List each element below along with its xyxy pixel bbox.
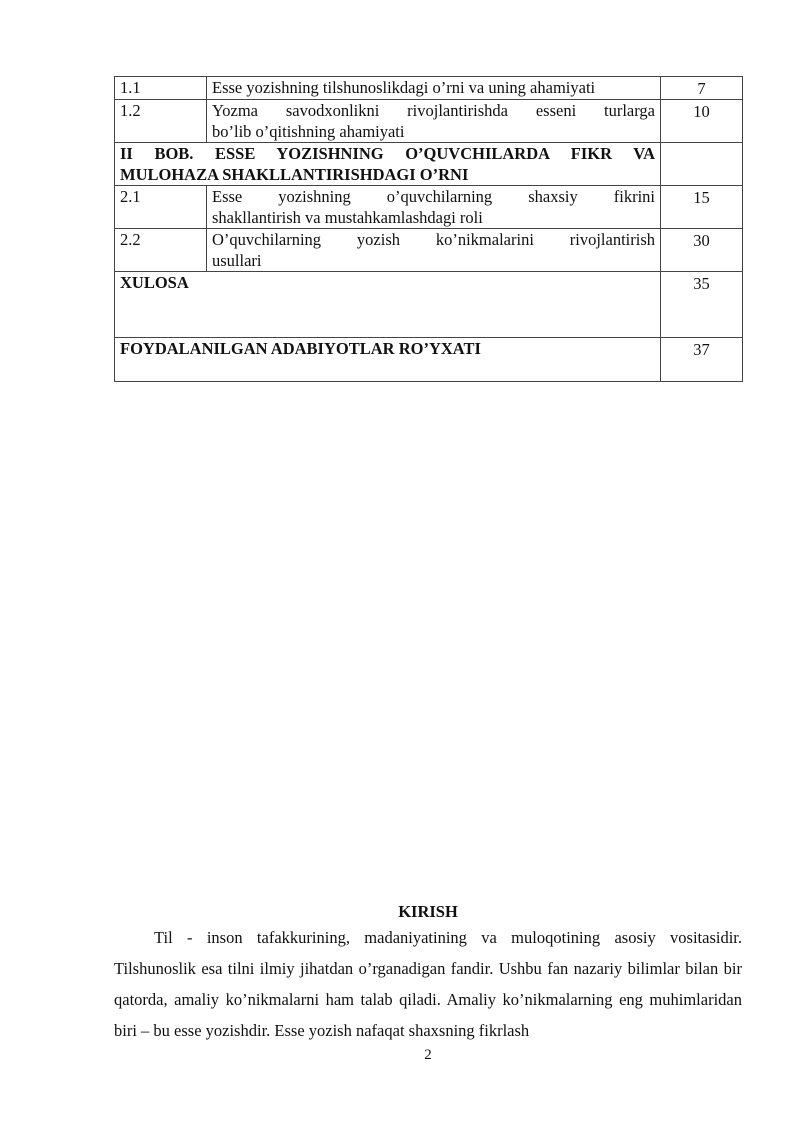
toc-title-line: shakllantirish va mustahkamlashdagi roli xyxy=(212,208,483,227)
toc-page-number: 35 xyxy=(661,272,743,338)
toc-chapter-line: MULOHAZA SHAKLLANTIRISHDAGI O’RNI xyxy=(120,165,469,184)
toc-references-row xyxy=(115,338,743,382)
toc-page-number xyxy=(661,143,743,186)
toc-page-number: 37 xyxy=(661,338,743,382)
toc-references-title: FOYDALANILGAN ADABIYOTLAR RO’YXATI xyxy=(115,338,661,382)
body-paragraph: Til - inson tafakkurining, madaniyatining va muloqotining asosiy vositasidir. Tilshunoslik esa tilni ilmiy jihatdan o’rganadigan fandir. Ushbu fan nazariy bilimlar bilan bir qatorda, amaliy ko’nikmalarni ham talab qiladi. Amaliy ko’nikmalarning eng muhimlaridan biri – bu esse yozishdir. Esse yozish nafaqat shaxsning fikrlash xyxy=(114,928,742,1040)
toc-section-title xyxy=(207,229,661,272)
toc-page-number: 7 xyxy=(661,77,743,100)
toc-conclusion-row xyxy=(115,272,743,338)
toc-conclusion-title: XULOSA xyxy=(115,272,661,338)
toc-section-number: 2.1 xyxy=(115,186,207,229)
toc-chapter-row xyxy=(115,143,743,186)
toc-section-title xyxy=(207,186,661,229)
toc-section-title: Esse yozishning tilshunoslikdagi o’rni va uning ahamiyati xyxy=(207,77,661,100)
section-body xyxy=(114,922,742,1046)
toc-chapter-line: II BOB. ESSE YOZISHNING O’QUVCHILARDA FIKR VA xyxy=(120,144,655,163)
toc-title-line: O’quvchilarning yozish ko’nikmalarini rivojlantirish xyxy=(212,230,655,249)
table-of-contents xyxy=(114,76,743,382)
toc-row xyxy=(115,77,743,100)
toc-page-number: 15 xyxy=(661,186,743,229)
toc-section-title xyxy=(207,100,661,143)
toc-row xyxy=(115,100,743,143)
toc-page-number: 10 xyxy=(661,100,743,143)
toc-row xyxy=(115,229,743,272)
toc-section-number: 1.2 xyxy=(115,100,207,143)
toc-chapter-title xyxy=(115,143,661,186)
toc-section-number: 2.2 xyxy=(115,229,207,272)
toc-title-line: usullari xyxy=(212,251,262,270)
toc-title-line: Esse yozishning o’quvchilarning shaxsiy fikrini xyxy=(212,187,655,206)
toc-row xyxy=(115,186,743,229)
toc-title-line: Yozma savodxonlikni rivojlantirishda esseni turlarga xyxy=(212,101,655,120)
section-heading: KIRISH xyxy=(398,902,458,921)
toc-page-number: 30 xyxy=(661,229,743,272)
toc-title-line: bo’lib o’qitishning ahamiyati xyxy=(212,122,405,141)
page-number: 2 xyxy=(424,1047,432,1063)
toc-section-number: 1.1 xyxy=(115,77,207,100)
